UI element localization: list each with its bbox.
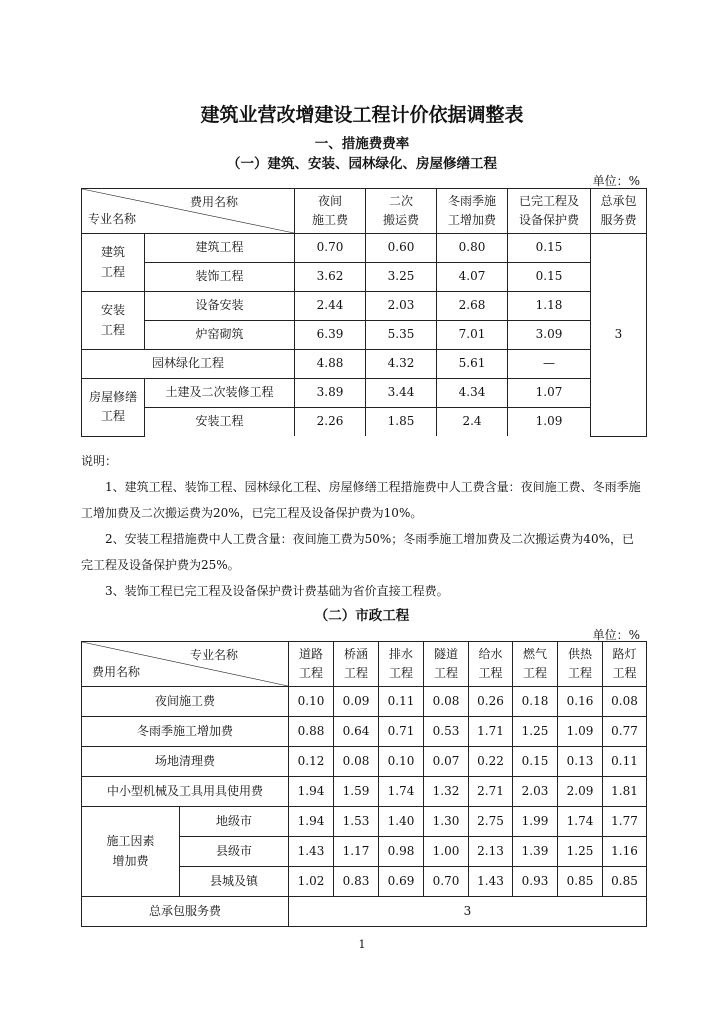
cell: 2.26: [295, 408, 366, 437]
cell: 0.70: [424, 867, 469, 897]
group-label: 安装 工程: [82, 292, 145, 350]
col-header: 已完工程及 设备保护费: [508, 189, 591, 234]
section1-subheading: （一）建筑、安装、园林绿化、房屋修缮工程: [227, 156, 497, 172]
col-header: 道路 工程: [289, 642, 334, 687]
row-label: 总承包服务费: [82, 897, 289, 927]
cell: 1.30: [424, 807, 469, 837]
cell: 0.12: [289, 747, 334, 777]
section2-subheading: （二）市政工程: [314, 608, 410, 624]
notes-label: 说明：: [81, 454, 118, 468]
cell: 1.81: [603, 777, 647, 807]
cell: —: [508, 350, 591, 379]
cell: 2.44: [295, 292, 366, 321]
cell: 0.13: [558, 747, 603, 777]
table1-header-fee-name: 费用名称: [189, 195, 238, 209]
cell: 0.60: [366, 234, 437, 263]
cell: 0.70: [295, 234, 366, 263]
notes: [81, 448, 643, 604]
cell: 0.69: [379, 867, 424, 897]
row-label: 炉窑砌筑: [145, 321, 295, 350]
cell: 2.03: [513, 777, 558, 807]
cell: 0.80: [437, 234, 508, 263]
table-row: [82, 897, 647, 927]
cell: 0.15: [513, 747, 558, 777]
cell: 7.01: [437, 321, 508, 350]
general-service-fee: 3: [591, 234, 647, 437]
row-label: 地级市: [180, 807, 289, 837]
cell: 0.15: [508, 263, 591, 292]
table-row: [82, 747, 647, 777]
note-item: 1、建筑工程、装饰工程、园林绿化工程、房屋修缮工程措施费中人工费含量：夜间施工费、冬雨季施工增加费及二次搬运费为20%，已完工程及设备保护费为10%。: [81, 480, 641, 520]
group-label: 建筑 工程: [82, 234, 145, 292]
group-label: 施工因素 增加费: [82, 807, 180, 897]
cell: 1.94: [289, 807, 334, 837]
cell: 0.08: [424, 687, 469, 717]
row-label: 场地清理费: [82, 747, 289, 777]
table-row: [82, 350, 647, 379]
cell: 1.09: [508, 408, 591, 437]
row-label: 建筑工程: [145, 234, 295, 263]
cell: 0.22: [469, 747, 513, 777]
cell: 1.25: [558, 837, 603, 867]
cell: 1.02: [289, 867, 334, 897]
col-header: 路灯 工程: [603, 642, 647, 687]
cell: 0.77: [603, 717, 647, 747]
table-row: [82, 687, 647, 717]
cell: 1.40: [379, 807, 424, 837]
cell: 3.44: [366, 379, 437, 408]
cell: 0.93: [513, 867, 558, 897]
cell: 2.09: [558, 777, 603, 807]
cell: 0.11: [379, 687, 424, 717]
table1-unit: 单位：%: [592, 174, 640, 188]
cell: 1.00: [424, 837, 469, 867]
cell: 0.53: [424, 717, 469, 747]
table-row: [82, 292, 647, 321]
table2-diagonal-header: [82, 642, 289, 687]
col-header: 夜间 施工费: [295, 189, 366, 234]
cell: 1.07: [508, 379, 591, 408]
row-label: 安装工程: [145, 408, 295, 437]
table-row: [82, 321, 647, 350]
cell: 5.61: [437, 350, 508, 379]
cell: 2.4: [437, 408, 508, 437]
cell: 1.25: [513, 717, 558, 747]
cell: 2.75: [469, 807, 513, 837]
cell: 0.83: [334, 867, 379, 897]
cell: 1.09: [558, 717, 603, 747]
cell: 1.77: [603, 807, 647, 837]
cell: 1.71: [469, 717, 513, 747]
col-header: 总承包 服务费: [591, 189, 647, 234]
table1-diagonal-header: [82, 189, 295, 234]
col-header: 燃气 工程: [513, 642, 558, 687]
cell: 0.98: [379, 837, 424, 867]
table-row: [82, 807, 647, 837]
row-label: 县级市: [180, 837, 289, 867]
row-label: 夜间施工费: [82, 687, 289, 717]
page-number: 1: [358, 938, 366, 951]
cell: 2.03: [366, 292, 437, 321]
col-header: 给水 工程: [469, 642, 513, 687]
cell: 1.17: [334, 837, 379, 867]
cell: 0.85: [558, 867, 603, 897]
row-label: 园林绿化工程: [82, 350, 295, 379]
table-row: [82, 408, 647, 437]
group-label: 房屋修缮 工程: [82, 379, 145, 437]
cell: 1.43: [469, 867, 513, 897]
cell: 0.08: [334, 747, 379, 777]
cell: 0.18: [513, 687, 558, 717]
cell: 1.59: [334, 777, 379, 807]
table-row: [82, 379, 647, 408]
table-row: [82, 717, 647, 747]
cell: 3.62: [295, 263, 366, 292]
col-header: 隧道 工程: [424, 642, 469, 687]
cell: 1.18: [508, 292, 591, 321]
general-service-fee: 3: [289, 897, 647, 927]
row-label: 设备安装: [145, 292, 295, 321]
cell: 1.53: [334, 807, 379, 837]
table2-header-specialty: 专业名称: [189, 648, 238, 662]
cell: 4.34: [437, 379, 508, 408]
measure-fee-table: [81, 188, 647, 437]
cell: 5.35: [366, 321, 437, 350]
row-label: 装饰工程: [145, 263, 295, 292]
cell: 3.25: [366, 263, 437, 292]
table-row: [82, 234, 647, 263]
cell: 0.88: [289, 717, 334, 747]
cell: 0.10: [379, 747, 424, 777]
row-label: 中小型机械及工具用具使用费: [82, 777, 289, 807]
cell: 4.88: [295, 350, 366, 379]
cell: 1.16: [603, 837, 647, 867]
cell: 2.68: [437, 292, 508, 321]
cell: 0.07: [424, 747, 469, 777]
col-header: 供热 工程: [558, 642, 603, 687]
cell: 1.39: [513, 837, 558, 867]
municipal-fee-table: [81, 641, 647, 927]
col-header: 桥涵 工程: [334, 642, 379, 687]
cell: 4.32: [366, 350, 437, 379]
cell: 0.15: [508, 234, 591, 263]
cell: 1.74: [379, 777, 424, 807]
row-label: 土建及二次装修工程: [145, 379, 295, 408]
cell: 0.16: [558, 687, 603, 717]
document-title: 建筑业营改增建设工程计价依据调整表: [200, 104, 524, 126]
cell: 0.11: [603, 747, 647, 777]
section1-heading: 一、措施费费率: [314, 136, 410, 152]
note-item: 3、装饰工程已完工程及设备保护费计费基础为省价直接工程费。: [105, 584, 449, 598]
table-row: [82, 777, 647, 807]
cell: 0.26: [469, 687, 513, 717]
cell: 0.08: [603, 687, 647, 717]
cell: 0.10: [289, 687, 334, 717]
cell: 1.99: [513, 807, 558, 837]
cell: 0.85: [603, 867, 647, 897]
note-item: 2、安装工程措施费中人工费含量：夜间施工费为50%；冬雨季施工增加费及二次搬运费为40%，已完工程及设备保护费为25%。: [81, 532, 634, 572]
row-label: 冬雨季施工增加费: [82, 717, 289, 747]
cell: 1.74: [558, 807, 603, 837]
cell: 0.71: [379, 717, 424, 747]
cell: 1.32: [424, 777, 469, 807]
cell: 0.64: [334, 717, 379, 747]
col-header: 二次 搬运费: [366, 189, 437, 234]
cell: 1.85: [366, 408, 437, 437]
table2-unit: 单位：%: [592, 628, 640, 642]
table1-header-specialty: 专业名称: [88, 211, 137, 226]
cell: 2.13: [469, 837, 513, 867]
col-header: 排水 工程: [379, 642, 424, 687]
table-row: [82, 263, 647, 292]
cell: 6.39: [295, 321, 366, 350]
row-label: 县城及镇: [180, 867, 289, 897]
cell: 3.09: [508, 321, 591, 350]
cell: 1.94: [289, 777, 334, 807]
cell: 0.09: [334, 687, 379, 717]
cell: 2.71: [469, 777, 513, 807]
table2-header-fee-name: 费用名称: [92, 664, 141, 679]
col-header: 冬雨季施 工增加费: [437, 189, 508, 234]
cell: 1.43: [289, 837, 334, 867]
cell: 3.89: [295, 379, 366, 408]
cell: 4.07: [437, 263, 508, 292]
